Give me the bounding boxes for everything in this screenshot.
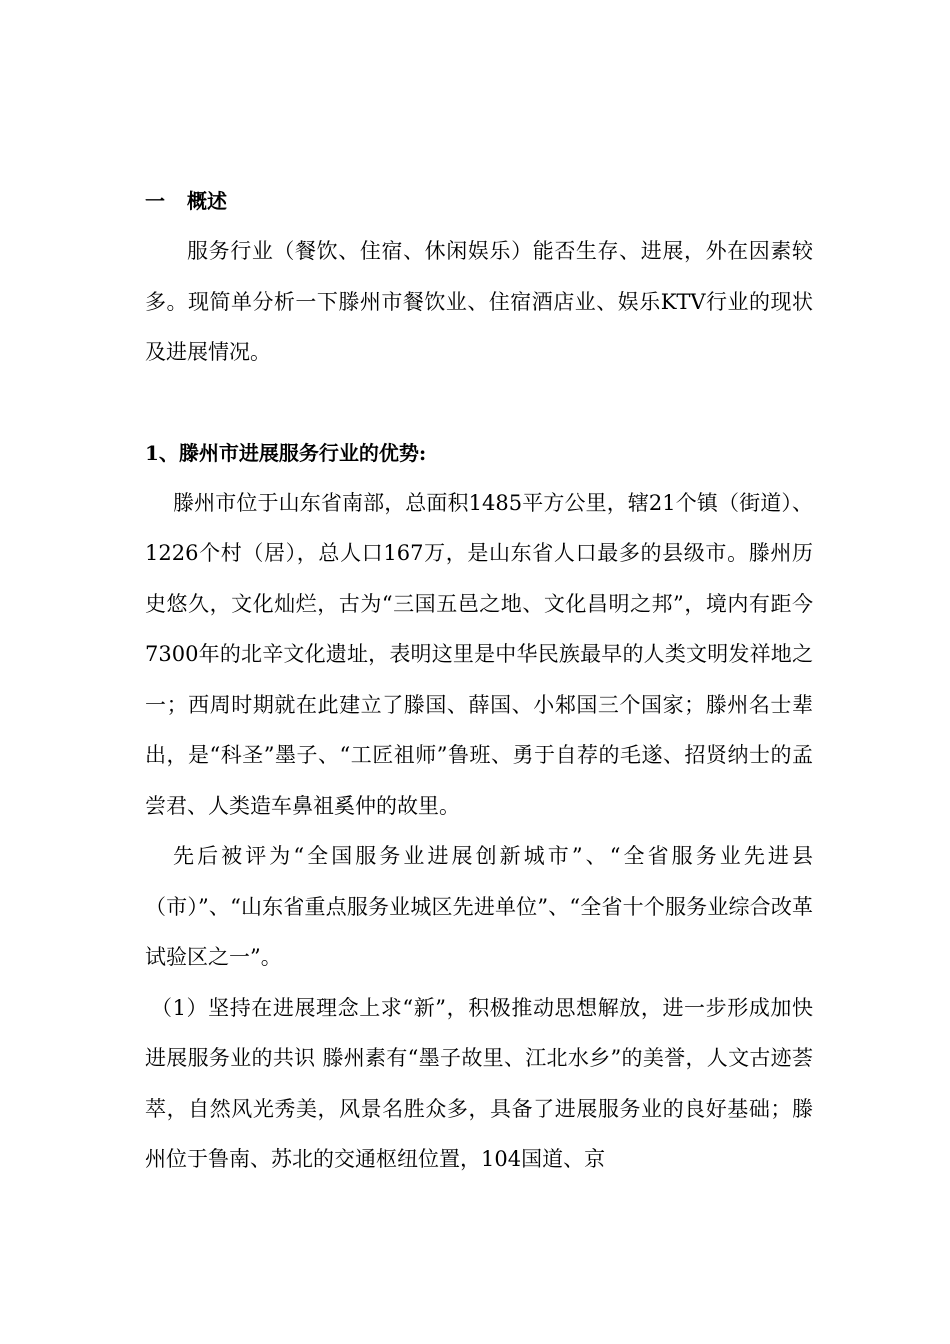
- section-heading-advantages: 1、滕州市进展服务行业的优势:: [145, 440, 427, 465]
- section-heading-overview: [145, 176, 813, 226]
- document-body: [145, 176, 813, 1185]
- section-title: 概述: [187, 189, 227, 213]
- section-number: 一: [145, 189, 165, 213]
- section-gap: [145, 378, 813, 428]
- overview-paragraph: 服务行业（餐饮、住宿、休闲娱乐）能否生存、进展，外在因素较多。现简单分析一下滕州市餐饮业、住宿酒店业、娱乐KTV行业的现状及进展情况。: [145, 239, 813, 364]
- advantages-paragraph-history: 滕州市位于山东省南部，总面积1485平方公里，辖21个镇（街道）、1226个村（居），总人口167万，是山东省人口最多的县级市。滕州历史悠久，文化灿烂，古为“三国五邑之地、文化昌明之邦”，境内有距今7300年的北辛文化遗址，表明这里是中华民族最早的人类文明发祥地之一；西周时期就在此建立了滕国、薛国、小邾国三个国家；滕州名士辈出，是“科圣”墨子、“工匠祖师”鲁班、勇于自荐的毛遂、招贤纳士的孟尝君、人类造车鼻祖奚仲的故里。: [145, 490, 813, 818]
- advantages-paragraph-point-1: （1）坚持在进展理念上求“新”，积极推动思想解放，进一步形成加快进展服务业的共识 滕州素有“墨子故里、江北水乡”的美誉，人文古迹荟萃，自然风光秀美，风景名胜众多，具备了进展服务业的良好基础；滕州位于鲁南、苏北的交通枢纽位置，104国道、京: [145, 995, 813, 1171]
- advantages-paragraph-awards: 先后被评为“全国服务业进展创新城市”、“全省服务业先进县（市）”、“山东省重点服务业城区先进单位”、“全省十个服务业综合改革试验区之一”。: [145, 844, 813, 969]
